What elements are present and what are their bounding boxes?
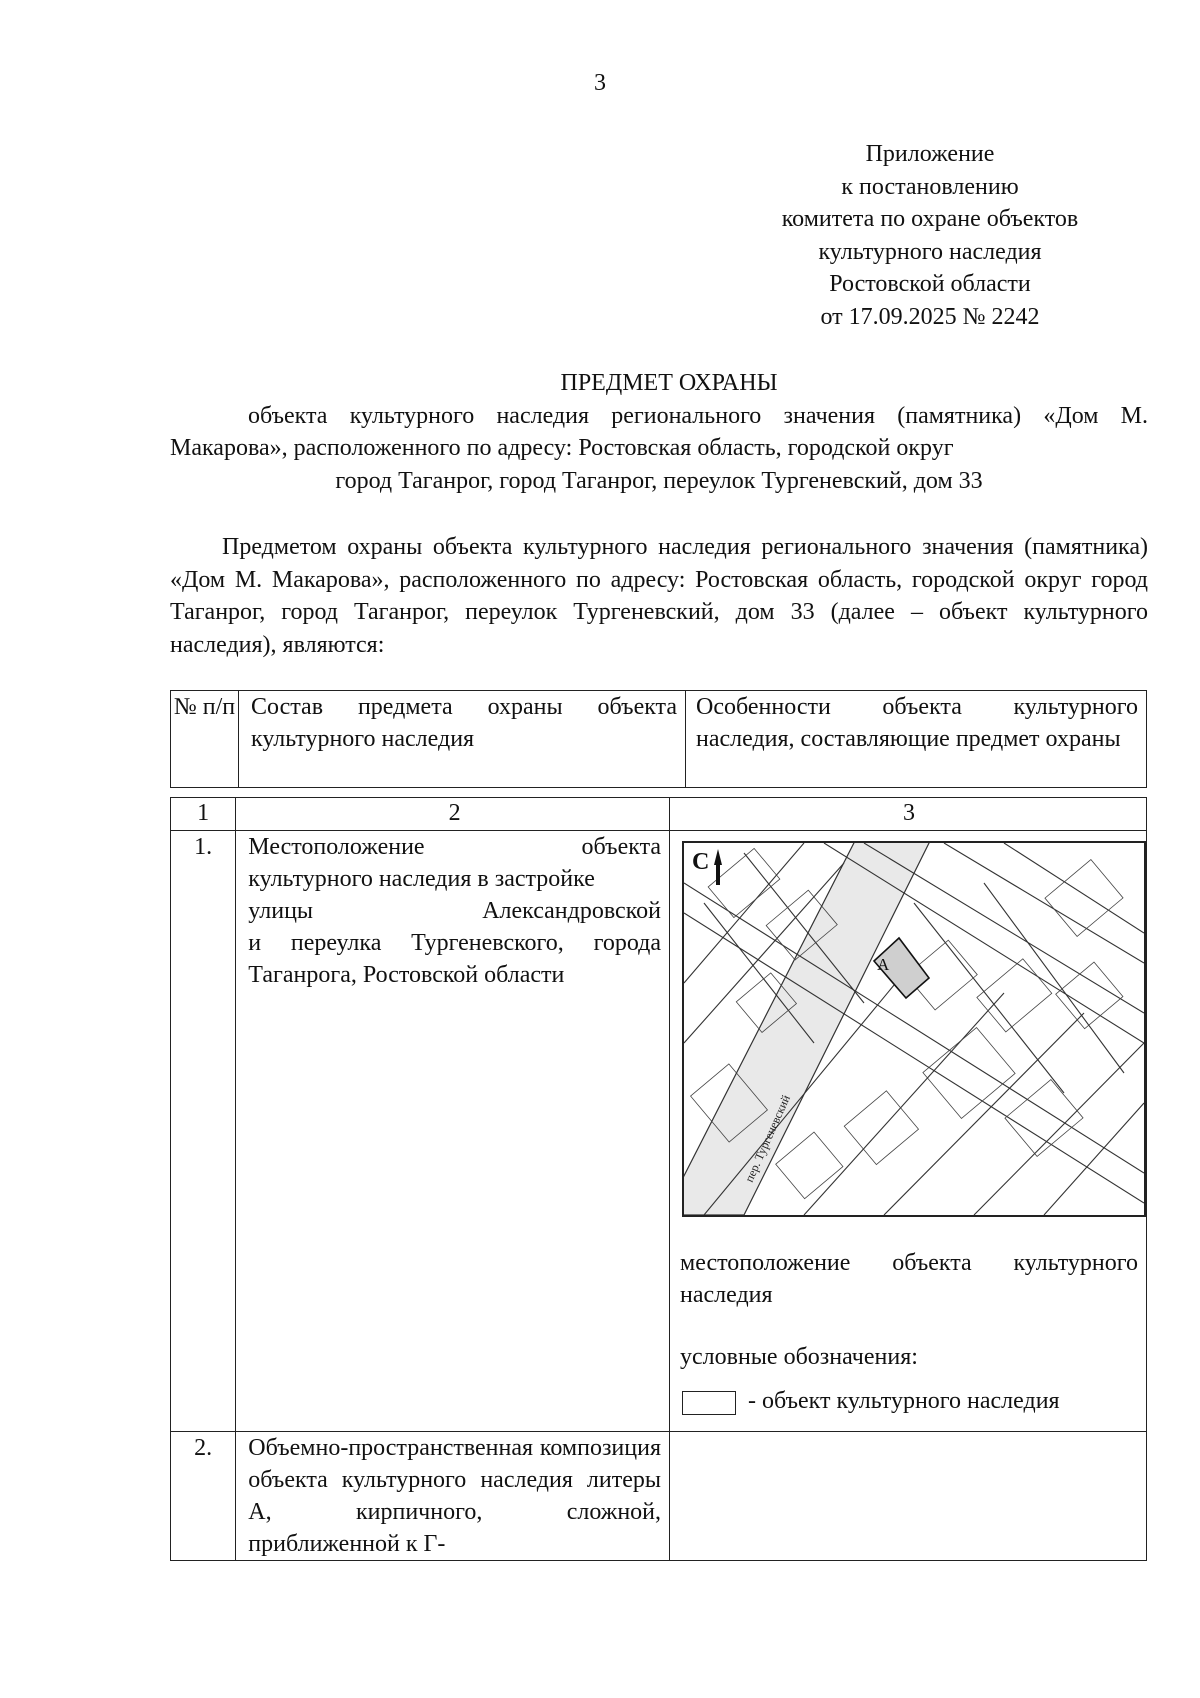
row-composition: Объемно-пространственная композиция объекта культурного наследия литеры А, кирпичного, сложной, приближенной к Г- [236, 1432, 670, 1561]
appendix-line: культурного наследия [818, 238, 1042, 265]
title-subtitle-last: город Таганрог, город Таганрог, переулок Тургеневский, дом 33 [335, 467, 983, 494]
header-features: Особенности объекта культурного наследия, составляющие предмет охраны [686, 691, 1147, 788]
table-row [171, 1432, 1147, 1561]
composition-line: Местоположение объекта [248, 834, 661, 860]
page-number: 3 [594, 70, 606, 96]
column-number-1: 1 [171, 798, 236, 831]
row-number: 1. [171, 831, 236, 1432]
intro-paragraph: Предметом охраны объекта культурного наследия регионального значения (памятника) «Дом М. Макарова», расположенного по адресу: Ростовская область, городской округ город Таганрог, город Таганрог, переулок Тургеневский, дом 33 (далее – объект культурного наследия), являются: [170, 534, 1148, 658]
location-map [682, 841, 1146, 1217]
composition-line: улицы Александровской [248, 898, 661, 924]
title-subtitle: объекта культурного наследия регионального значения (памятника) «Дом М. Макарова», расположенного по адресу: Ростовская область, городской округ [170, 402, 1148, 461]
object-label: А [877, 955, 890, 974]
appendix-line: к постановлению [841, 173, 1019, 200]
header-composition: Состав предмета охраны объекта культурного наследия [239, 691, 686, 788]
appendix-block [760, 138, 1100, 333]
column-number-2: 2 [236, 798, 670, 831]
header-number: № п/п [171, 691, 239, 788]
protection-table-header [170, 690, 1147, 788]
north-label: С [692, 849, 710, 875]
appendix-line: от 17.09.2025 № 2242 [820, 303, 1040, 330]
composition-line: и переулка Тургеневского, города Таганрога, Ростовской области [248, 930, 661, 988]
legend-item [670, 1385, 1146, 1419]
legend-label: - объект культурного наследия [748, 1388, 1060, 1414]
row-features [670, 1432, 1147, 1561]
protection-table [170, 797, 1147, 1561]
title-main: ПРЕДМЕТ ОХРАНЫ [560, 370, 778, 396]
street-label: пер. Тургеневский [741, 1092, 793, 1185]
document-title [170, 367, 1148, 497]
map-caption: местоположение объекта культурного наследия [680, 1250, 1138, 1308]
legend-title: условные обозначения: [680, 1344, 918, 1370]
table-row [171, 831, 1147, 1432]
legend-swatch [682, 1391, 736, 1415]
row-number: 2. [171, 1432, 236, 1561]
row-features [670, 831, 1147, 1432]
column-number-3: 3 [670, 798, 1147, 831]
composition-line: культурного наследия в застройке [248, 866, 595, 892]
appendix-line: Ростовской области [829, 271, 1031, 297]
row-composition [236, 831, 670, 1432]
appendix-line: комитета по охране объектов [781, 206, 1079, 232]
appendix-line: Приложение [865, 141, 995, 167]
